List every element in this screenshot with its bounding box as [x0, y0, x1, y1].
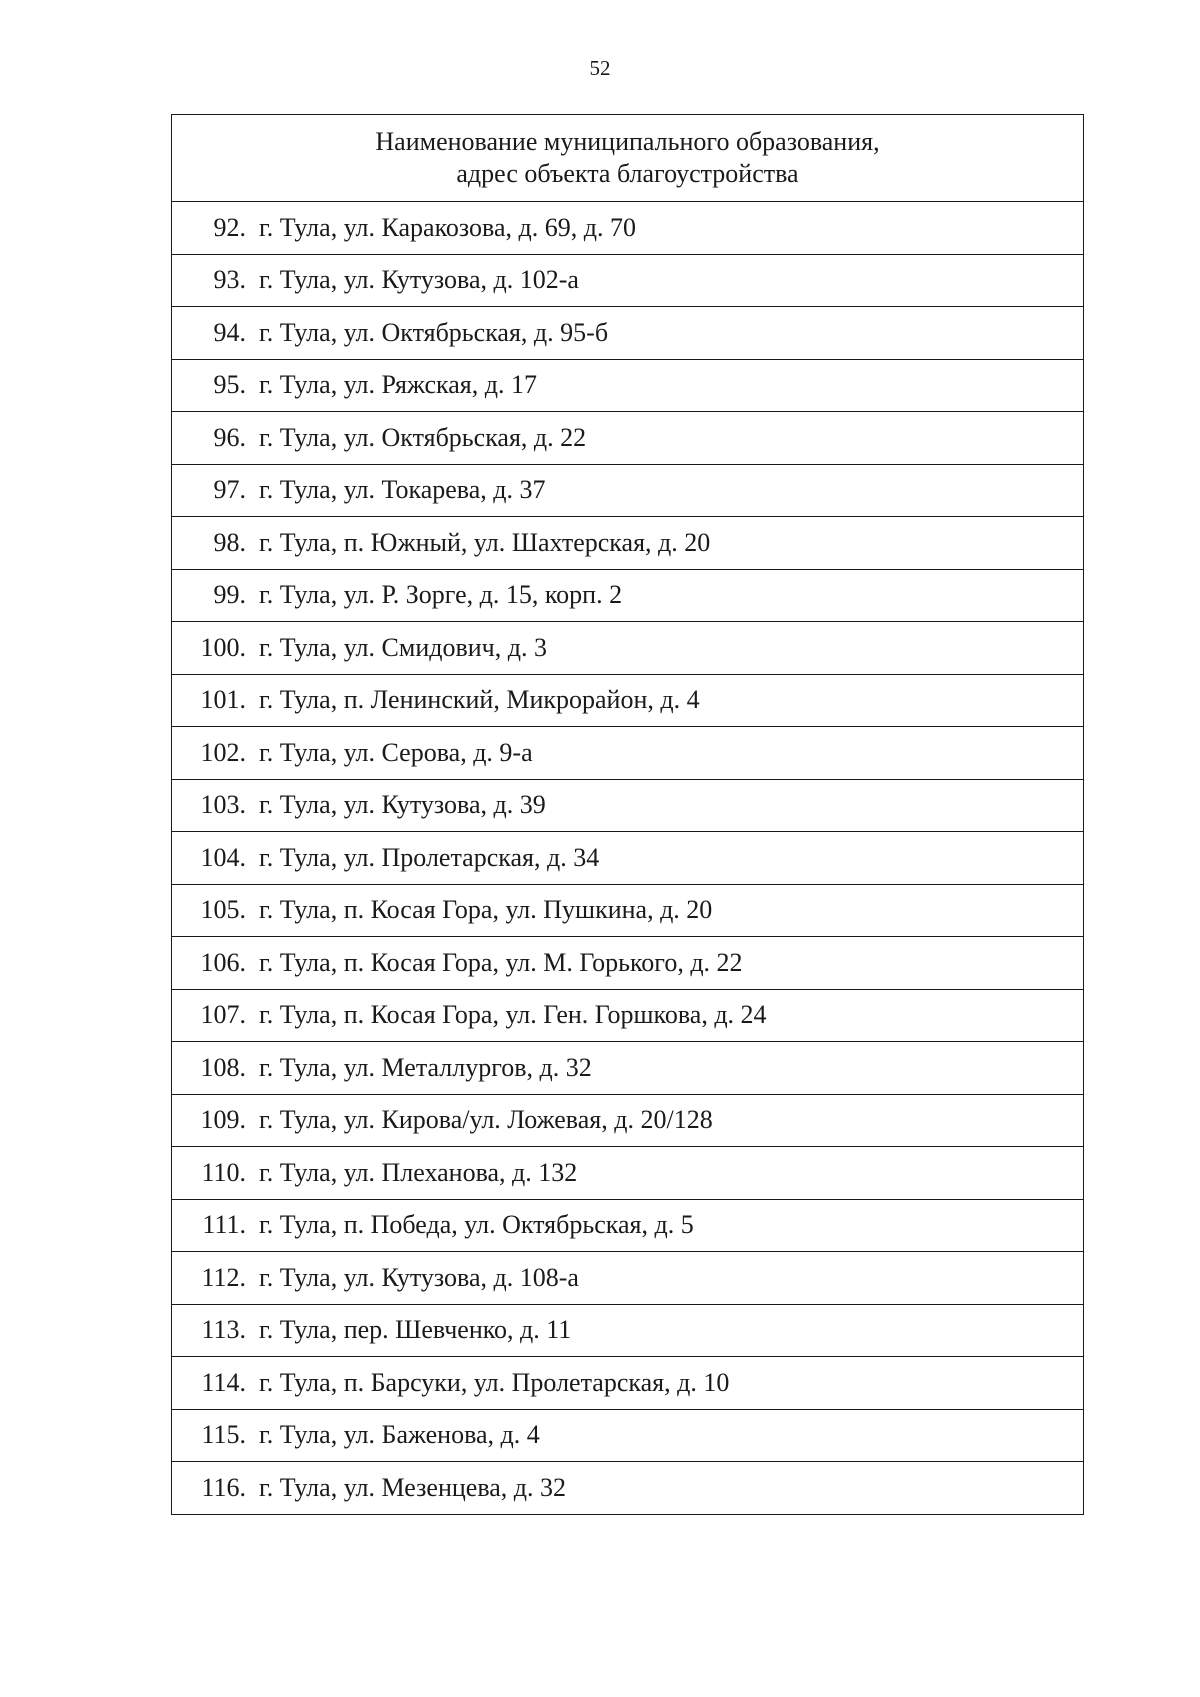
table-row [172, 622, 1084, 675]
table-row [172, 202, 1084, 255]
table-row [172, 569, 1084, 622]
table-cell [172, 517, 1084, 570]
table-row [172, 307, 1084, 360]
table-cell [172, 412, 1084, 465]
row-number: 93. [213, 265, 246, 295]
row-number: 114. [201, 1367, 246, 1397]
row-number: 101. [200, 685, 246, 715]
table-cell [172, 989, 1084, 1042]
table-row [172, 464, 1084, 517]
row-address: г. Тула, ул. Металлургов, д. 32 [259, 1052, 592, 1082]
table-row [172, 884, 1084, 937]
row-address: г. Тула, п. Косая Гора, ул. Ген. Горшкова, д. 24 [259, 1000, 767, 1030]
table-row [172, 1199, 1084, 1252]
table-row [172, 412, 1084, 465]
table-cell [172, 464, 1084, 517]
row-number: 99. [213, 580, 246, 610]
address-table [171, 114, 1084, 1515]
table-header-row [172, 115, 1084, 202]
row-address: г. Тула, ул. Серова, д. 9-а [259, 737, 533, 767]
row-address: г. Тула, ул. Р. Зорге, д. 15, корп. 2 [259, 580, 623, 610]
table-cell [172, 1199, 1084, 1252]
table-cell [172, 1462, 1084, 1515]
table-row [172, 937, 1084, 990]
row-number: 111. [202, 1210, 246, 1240]
table-cell [172, 1252, 1084, 1305]
row-number: 106. [200, 947, 246, 977]
row-address: г. Тула, ул. Пролетарская, д. 34 [259, 842, 600, 872]
table-cell [172, 1357, 1084, 1410]
row-address: г. Тула, п. Ленинский, Микрорайон, д. 4 [259, 685, 700, 715]
table-cell [172, 569, 1084, 622]
row-address: г. Тула, п. Южный, ул. Шахтерская, д. 20 [259, 527, 711, 557]
table-row [172, 359, 1084, 412]
row-number: 105. [200, 895, 246, 925]
row-number: 108. [200, 1052, 246, 1082]
table-row [172, 1042, 1084, 1095]
table-cell [172, 202, 1084, 255]
table-row [172, 1409, 1084, 1462]
row-number: 107. [200, 1000, 246, 1030]
table-row [172, 674, 1084, 727]
row-address: г. Тула, п. Косая Гора, ул. М. Горького, д. 22 [259, 947, 743, 977]
row-address: г. Тула, ул. Плеханова, д. 132 [259, 1157, 578, 1187]
table-row [172, 1462, 1084, 1515]
table-row [172, 779, 1084, 832]
row-address: г. Тула, ул. Кутузова, д. 39 [259, 790, 546, 820]
row-number: 95. [213, 370, 246, 400]
row-address: г. Тула, ул. Кутузова, д. 102-а [259, 265, 579, 295]
header-line-2: адрес объекта благоустройства [456, 159, 799, 188]
row-address: г. Тула, ул. Кирова/ул. Ложевая, д. 20/128 [259, 1105, 713, 1135]
table-cell [172, 727, 1084, 780]
row-address: г. Тула, ул. Токарева, д. 37 [259, 475, 546, 505]
row-number: 110. [201, 1157, 246, 1187]
table-cell [172, 254, 1084, 307]
table-header [172, 115, 1084, 202]
table-cell [172, 1304, 1084, 1357]
row-address: г. Тула, п. Косая Гора, ул. Пушкина, д. 20 [259, 895, 713, 925]
row-number: 104. [200, 842, 246, 872]
table-cell [172, 1409, 1084, 1462]
table-row [172, 1252, 1084, 1305]
row-number: 92. [213, 212, 246, 242]
table-cell [172, 359, 1084, 412]
row-number: 98. [213, 527, 246, 557]
row-address: г. Тула, ул. Баженова, д. 4 [259, 1420, 540, 1450]
row-address: г. Тула, ул. Каракозова, д. 69, д. 70 [259, 212, 636, 242]
table-cell [172, 779, 1084, 832]
row-address: г. Тула, ул. Октябрьская, д. 22 [259, 422, 587, 452]
row-address: г. Тула, п. Победа, ул. Октябрьская, д. 5 [259, 1210, 694, 1240]
table-row [172, 1094, 1084, 1147]
row-number: 116. [201, 1472, 246, 1502]
table-body [172, 202, 1084, 1515]
table-row [172, 1304, 1084, 1357]
row-address: г. Тула, ул. Смидович, д. 3 [259, 632, 547, 662]
table-cell [172, 832, 1084, 885]
row-address: г. Тула, ул. Кутузова, д. 108-а [259, 1262, 579, 1292]
table-row [172, 1357, 1084, 1410]
row-address: г. Тула, ул. Мезенцева, д. 32 [259, 1472, 567, 1502]
row-number: 103. [200, 790, 246, 820]
table-row [172, 517, 1084, 570]
table-row [172, 989, 1084, 1042]
row-address: г. Тула, п. Барсуки, ул. Пролетарская, д. 10 [259, 1367, 730, 1397]
row-number: 102. [200, 737, 246, 767]
table-cell [172, 622, 1084, 675]
row-number: 109. [200, 1105, 246, 1135]
table-cell [172, 937, 1084, 990]
table-cell [172, 1094, 1084, 1147]
table-cell [172, 884, 1084, 937]
header-line-1: Наименование муниципального образования, [375, 127, 880, 156]
row-number: 115. [201, 1420, 246, 1450]
page-number: 52 [589, 56, 611, 80]
row-number: 96. [213, 422, 246, 452]
table-row [172, 254, 1084, 307]
table-cell [172, 307, 1084, 360]
table-row [172, 1147, 1084, 1200]
table-cell [172, 1042, 1084, 1095]
row-number: 100. [200, 632, 246, 662]
table-row [172, 832, 1084, 885]
row-number: 113. [201, 1315, 246, 1345]
row-number: 94. [213, 317, 246, 347]
table-cell [172, 674, 1084, 727]
row-number: 97. [213, 475, 246, 505]
row-number: 112. [201, 1262, 246, 1292]
table-row [172, 727, 1084, 780]
table-cell [172, 1147, 1084, 1200]
row-address: г. Тула, ул. Ряжская, д. 17 [259, 370, 537, 400]
row-address: г. Тула, ул. Октябрьская, д. 95-б [259, 317, 609, 347]
row-address: г. Тула, пер. Шевченко, д. 11 [259, 1315, 572, 1345]
